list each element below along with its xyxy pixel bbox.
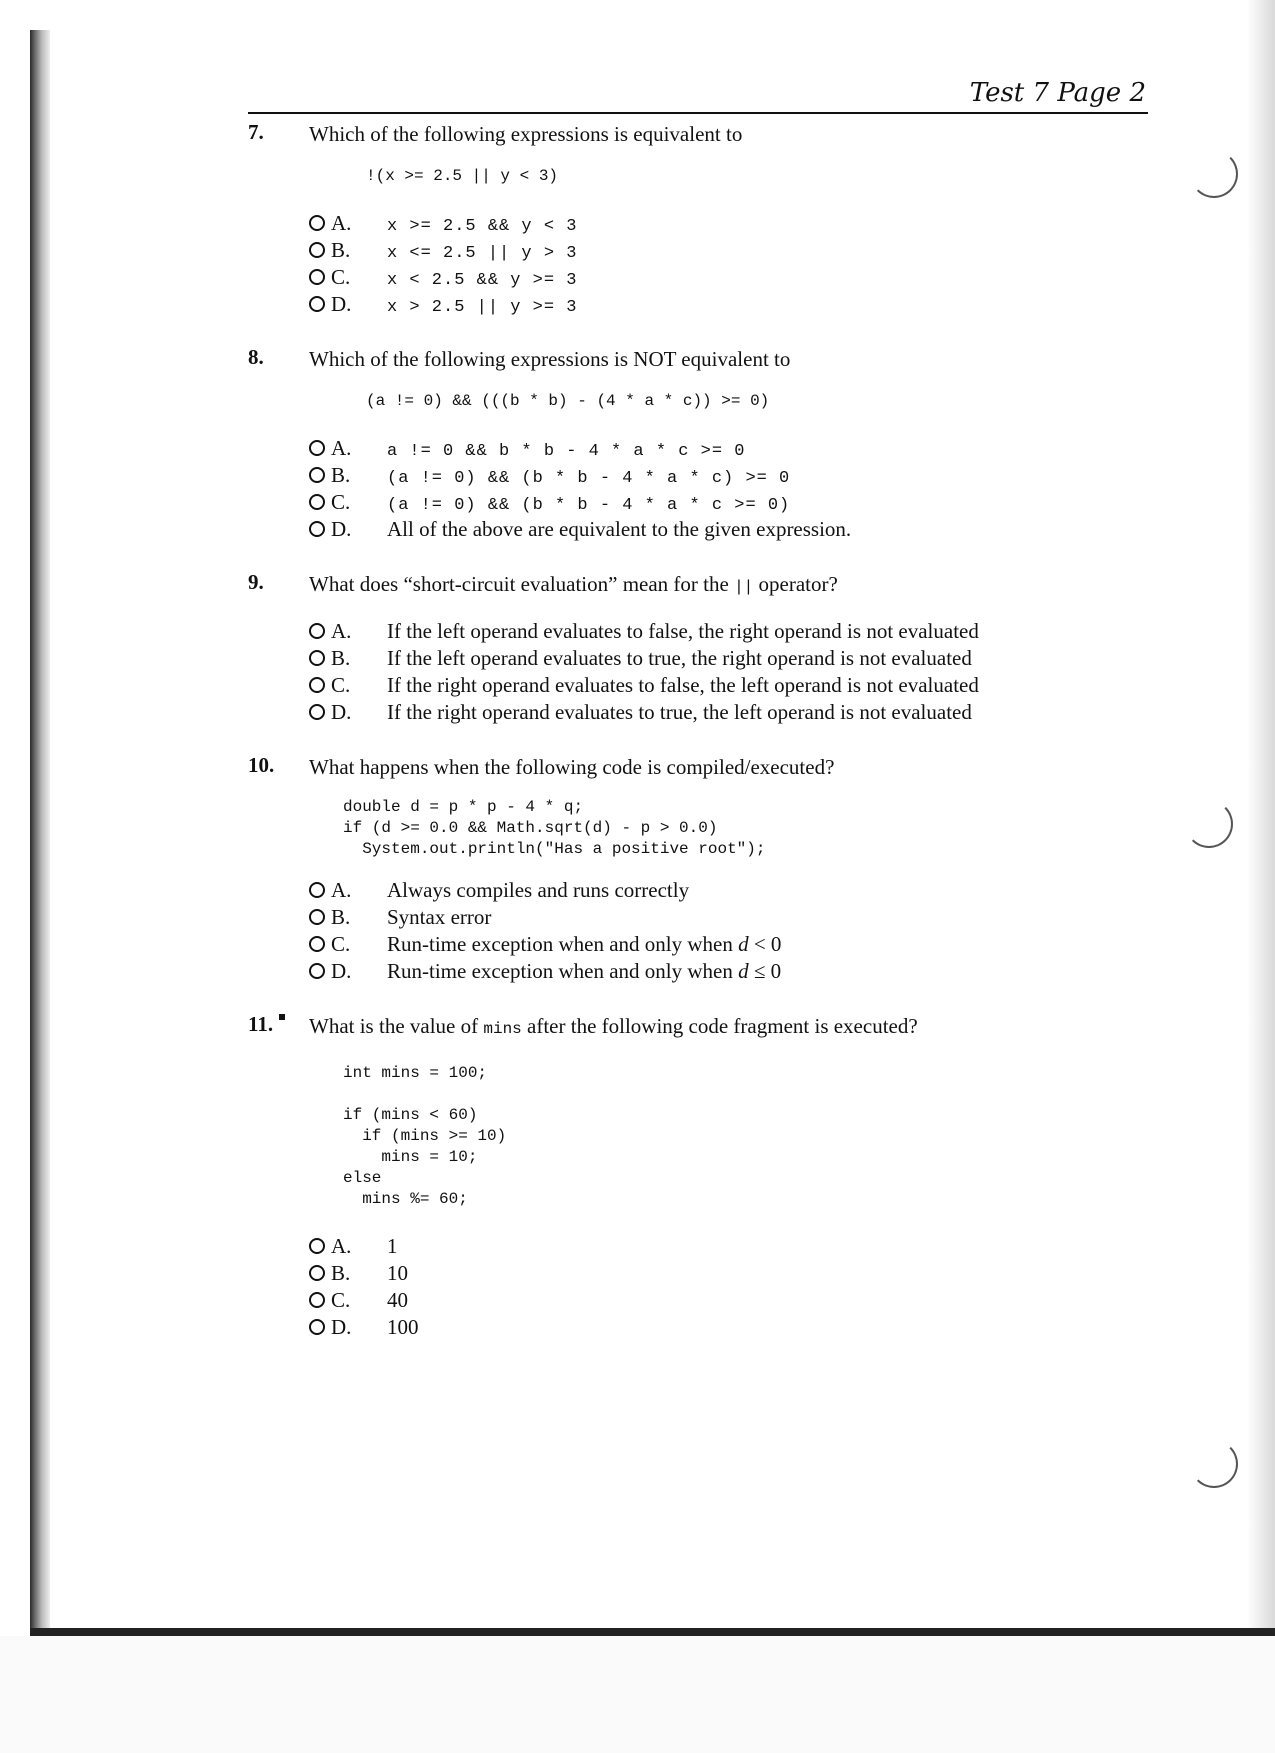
- question-10: [248, 753, 1148, 986]
- option-a[interactable]: A. If the left operand evaluates to false, the right operand is not evaluated: [309, 619, 1148, 646]
- radio-bubble-icon[interactable]: [309, 650, 325, 666]
- option-d[interactable]: D. x > 2.5 || y >= 3: [309, 292, 1148, 319]
- option-b[interactable]: B. (a != 0) && (b * b - 4 * a * c) >= 0: [309, 463, 1148, 490]
- answer-options: [309, 619, 1148, 727]
- question-code: double d = p * p - 4 * q; if (d >= 0.0 && Math.sqrt(d) - p > 0.0) System.out.println("Has a positive root");: [343, 798, 766, 858]
- option-b[interactable]: B. 10: [309, 1261, 1148, 1288]
- question-number: 10.: [248, 753, 275, 777]
- option-d[interactable]: D. 100: [309, 1315, 1148, 1342]
- scan-bottom-edge: [30, 1628, 1275, 1636]
- option-c[interactable]: C. If the right operand evaluates to false, the left operand is not evaluated: [309, 673, 1148, 700]
- radio-bubble-icon[interactable]: [309, 909, 325, 925]
- option-d[interactable]: D. All of the above are equivalent to the given expression.: [309, 517, 1148, 544]
- question-text: What does “short-circuit evaluation” mean for the || operator?: [309, 572, 838, 596]
- radio-bubble-icon[interactable]: [309, 1238, 325, 1254]
- radio-bubble-icon[interactable]: [309, 1292, 325, 1308]
- radio-bubble-icon[interactable]: [309, 242, 325, 258]
- radio-bubble-icon[interactable]: [309, 623, 325, 639]
- scan-right-shadow: [1247, 0, 1275, 1640]
- option-b[interactable]: B. Syntax error: [309, 905, 1148, 932]
- question-8: [248, 345, 1148, 544]
- question-list: [248, 120, 1148, 1368]
- radio-bubble-icon[interactable]: [309, 440, 325, 456]
- option-c[interactable]: C. Run-time exception when and only when d < 0: [309, 932, 1148, 959]
- question-text: What happens when the following code is compiled/executed?: [309, 755, 835, 779]
- option-c[interactable]: C. 40: [309, 1288, 1148, 1315]
- question-11: [248, 1012, 1148, 1342]
- radio-bubble-icon[interactable]: [309, 1265, 325, 1281]
- radio-bubble-icon[interactable]: [309, 1319, 325, 1335]
- page-header: [248, 72, 1148, 114]
- radio-bubble-icon[interactable]: [309, 521, 325, 537]
- question-number: 8.: [248, 345, 264, 369]
- radio-bubble-icon[interactable]: [309, 936, 325, 952]
- question-code: (a != 0) && (((b * b) - (4 * a * c)) >= 0): [366, 392, 770, 410]
- marker-square-icon: [279, 1014, 285, 1020]
- answer-options: [309, 878, 1148, 986]
- radio-bubble-icon[interactable]: [309, 704, 325, 720]
- option-a[interactable]: A. 1: [309, 1234, 1148, 1261]
- option-d[interactable]: D. If the right operand evaluates to true, the left operand is not evaluated: [309, 700, 1148, 727]
- option-c[interactable]: C. x < 2.5 && y >= 3: [309, 265, 1148, 292]
- question-9: [248, 570, 1148, 727]
- option-b[interactable]: B. If the left operand evaluates to true, the right operand is not evaluated: [309, 646, 1148, 673]
- option-a[interactable]: A. a != 0 && b * b - 4 * a * c >= 0: [309, 436, 1148, 463]
- question-7: [248, 120, 1148, 319]
- question-number: 9.: [248, 570, 264, 594]
- scan-below-page: [0, 1636, 1275, 1753]
- inline-code: mins: [483, 1020, 522, 1038]
- radio-bubble-icon[interactable]: [309, 963, 325, 979]
- question-code: !(x >= 2.5 || y < 3): [366, 167, 559, 185]
- answer-options: [309, 1234, 1148, 1342]
- answer-options: [309, 211, 1148, 319]
- option-c[interactable]: C. (a != 0) && (b * b - 4 * a * c >= 0): [309, 490, 1148, 517]
- inline-code: ||: [734, 578, 754, 596]
- binder-hole-top: [1190, 150, 1238, 198]
- radio-bubble-icon[interactable]: [309, 296, 325, 312]
- option-a[interactable]: A. x >= 2.5 && y < 3: [309, 211, 1148, 238]
- option-b[interactable]: B. x <= 2.5 || y > 3: [309, 238, 1148, 265]
- radio-bubble-icon[interactable]: [309, 215, 325, 231]
- radio-bubble-icon[interactable]: [309, 882, 325, 898]
- question-code: int mins = 100; if (mins < 60) if (mins >= 10) mins = 10; else mins %= 60;: [343, 1064, 507, 1208]
- question-text: Which of the following expressions is NOT equivalent to: [309, 347, 791, 371]
- page-title: Test 7 Page 2: [969, 78, 1146, 108]
- radio-bubble-icon[interactable]: [309, 494, 325, 510]
- binder-hole-bottom: [1190, 1440, 1238, 1488]
- option-a[interactable]: A. Always compiles and runs correctly: [309, 878, 1148, 905]
- answer-options: [309, 436, 1148, 544]
- question-text: Which of the following expressions is equivalent to: [309, 122, 743, 146]
- question-text: What is the value of mins after the following code fragment is executed?: [309, 1014, 918, 1038]
- question-number: 11.: [248, 1012, 274, 1036]
- question-number: 7.: [248, 120, 264, 144]
- radio-bubble-icon[interactable]: [309, 467, 325, 483]
- option-d[interactable]: D. Run-time exception when and only when d ≤ 0: [309, 959, 1148, 986]
- radio-bubble-icon[interactable]: [309, 269, 325, 285]
- radio-bubble-icon[interactable]: [309, 677, 325, 693]
- binder-hole-middle: [1185, 800, 1233, 848]
- scan-left-edge: [30, 30, 50, 1635]
